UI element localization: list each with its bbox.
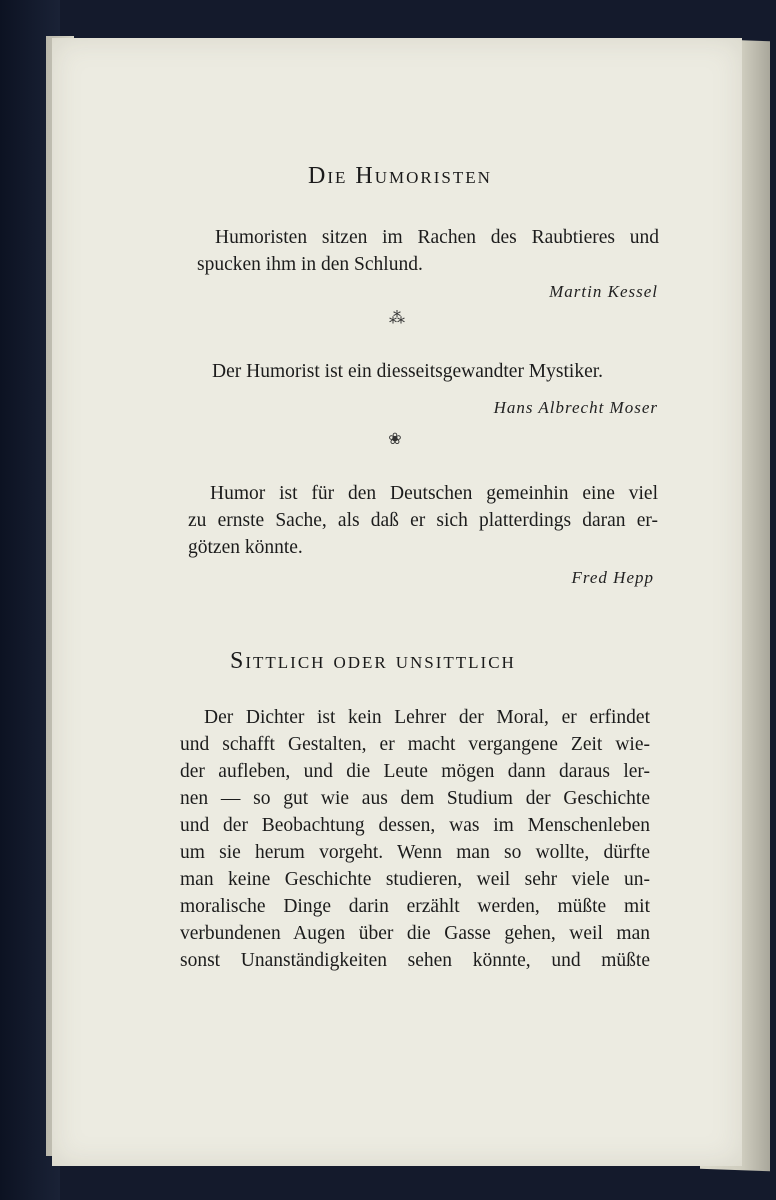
book-page (52, 38, 742, 1166)
ornament-icon: ⁂ (389, 308, 405, 327)
body-line: man keine Geschichte studieren, weil sehr viele un- (180, 869, 650, 890)
body-line: verbundenen Augen über die Gasse gehen, weil man (180, 923, 650, 944)
body-line: Der Dichter ist kein Lehrer der Moral, er erfindet (204, 707, 650, 728)
quote-1-line-2: spucken ihm in den Schlund. (197, 254, 423, 275)
quote-1-author: Martin Kessel (549, 282, 658, 301)
quote-1-line-1: Humoristen sitzen im Rachen des Raubtieres und (215, 227, 659, 248)
body-line: und der Beobachtung dessen, was im Menschenleben (180, 815, 650, 836)
quote-3-line-2: zu ernste Sache, als daß er sich platterdings daran er- (188, 510, 658, 531)
quote-3-line-3: götzen könnte. (188, 537, 303, 558)
body-line: und schafft Gestalten, er macht vergangene Zeit wie- (180, 734, 650, 755)
quote-3-author: Fred Hepp (571, 568, 654, 587)
body-line: der aufleben, und die Leute mögen dann daraus ler- (180, 761, 650, 782)
section-title-humoristen: Die Humoristen (308, 163, 492, 189)
body-line: nen — so gut wie aus dem Studium der Geschichte (180, 788, 650, 809)
body-line: moralische Dinge darin erzählt werden, müßte mit (180, 896, 650, 917)
quote-3 (188, 480, 658, 561)
quote-2-author: Hans Albrecht Moser (493, 398, 658, 417)
body-line: sonst Unanständigkeiten sehen könnte, und müßte (180, 950, 650, 971)
quote-1 (197, 224, 659, 278)
ornament-icon: ❀ (388, 429, 402, 448)
quote-2 (212, 358, 662, 385)
body-line: um sie herum vorgeht. Wenn man so wollte, dürfte (180, 842, 650, 863)
quote-2-line-1: Der Humorist ist ein diesseitsgewandter Mystiker. (212, 361, 604, 382)
quote-3-line-1: Humor ist für den Deutschen gemeinhin eine viel (210, 483, 658, 504)
section-title-sittlich: Sittlich oder unsittlich (230, 648, 516, 674)
body-paragraph (180, 704, 650, 974)
